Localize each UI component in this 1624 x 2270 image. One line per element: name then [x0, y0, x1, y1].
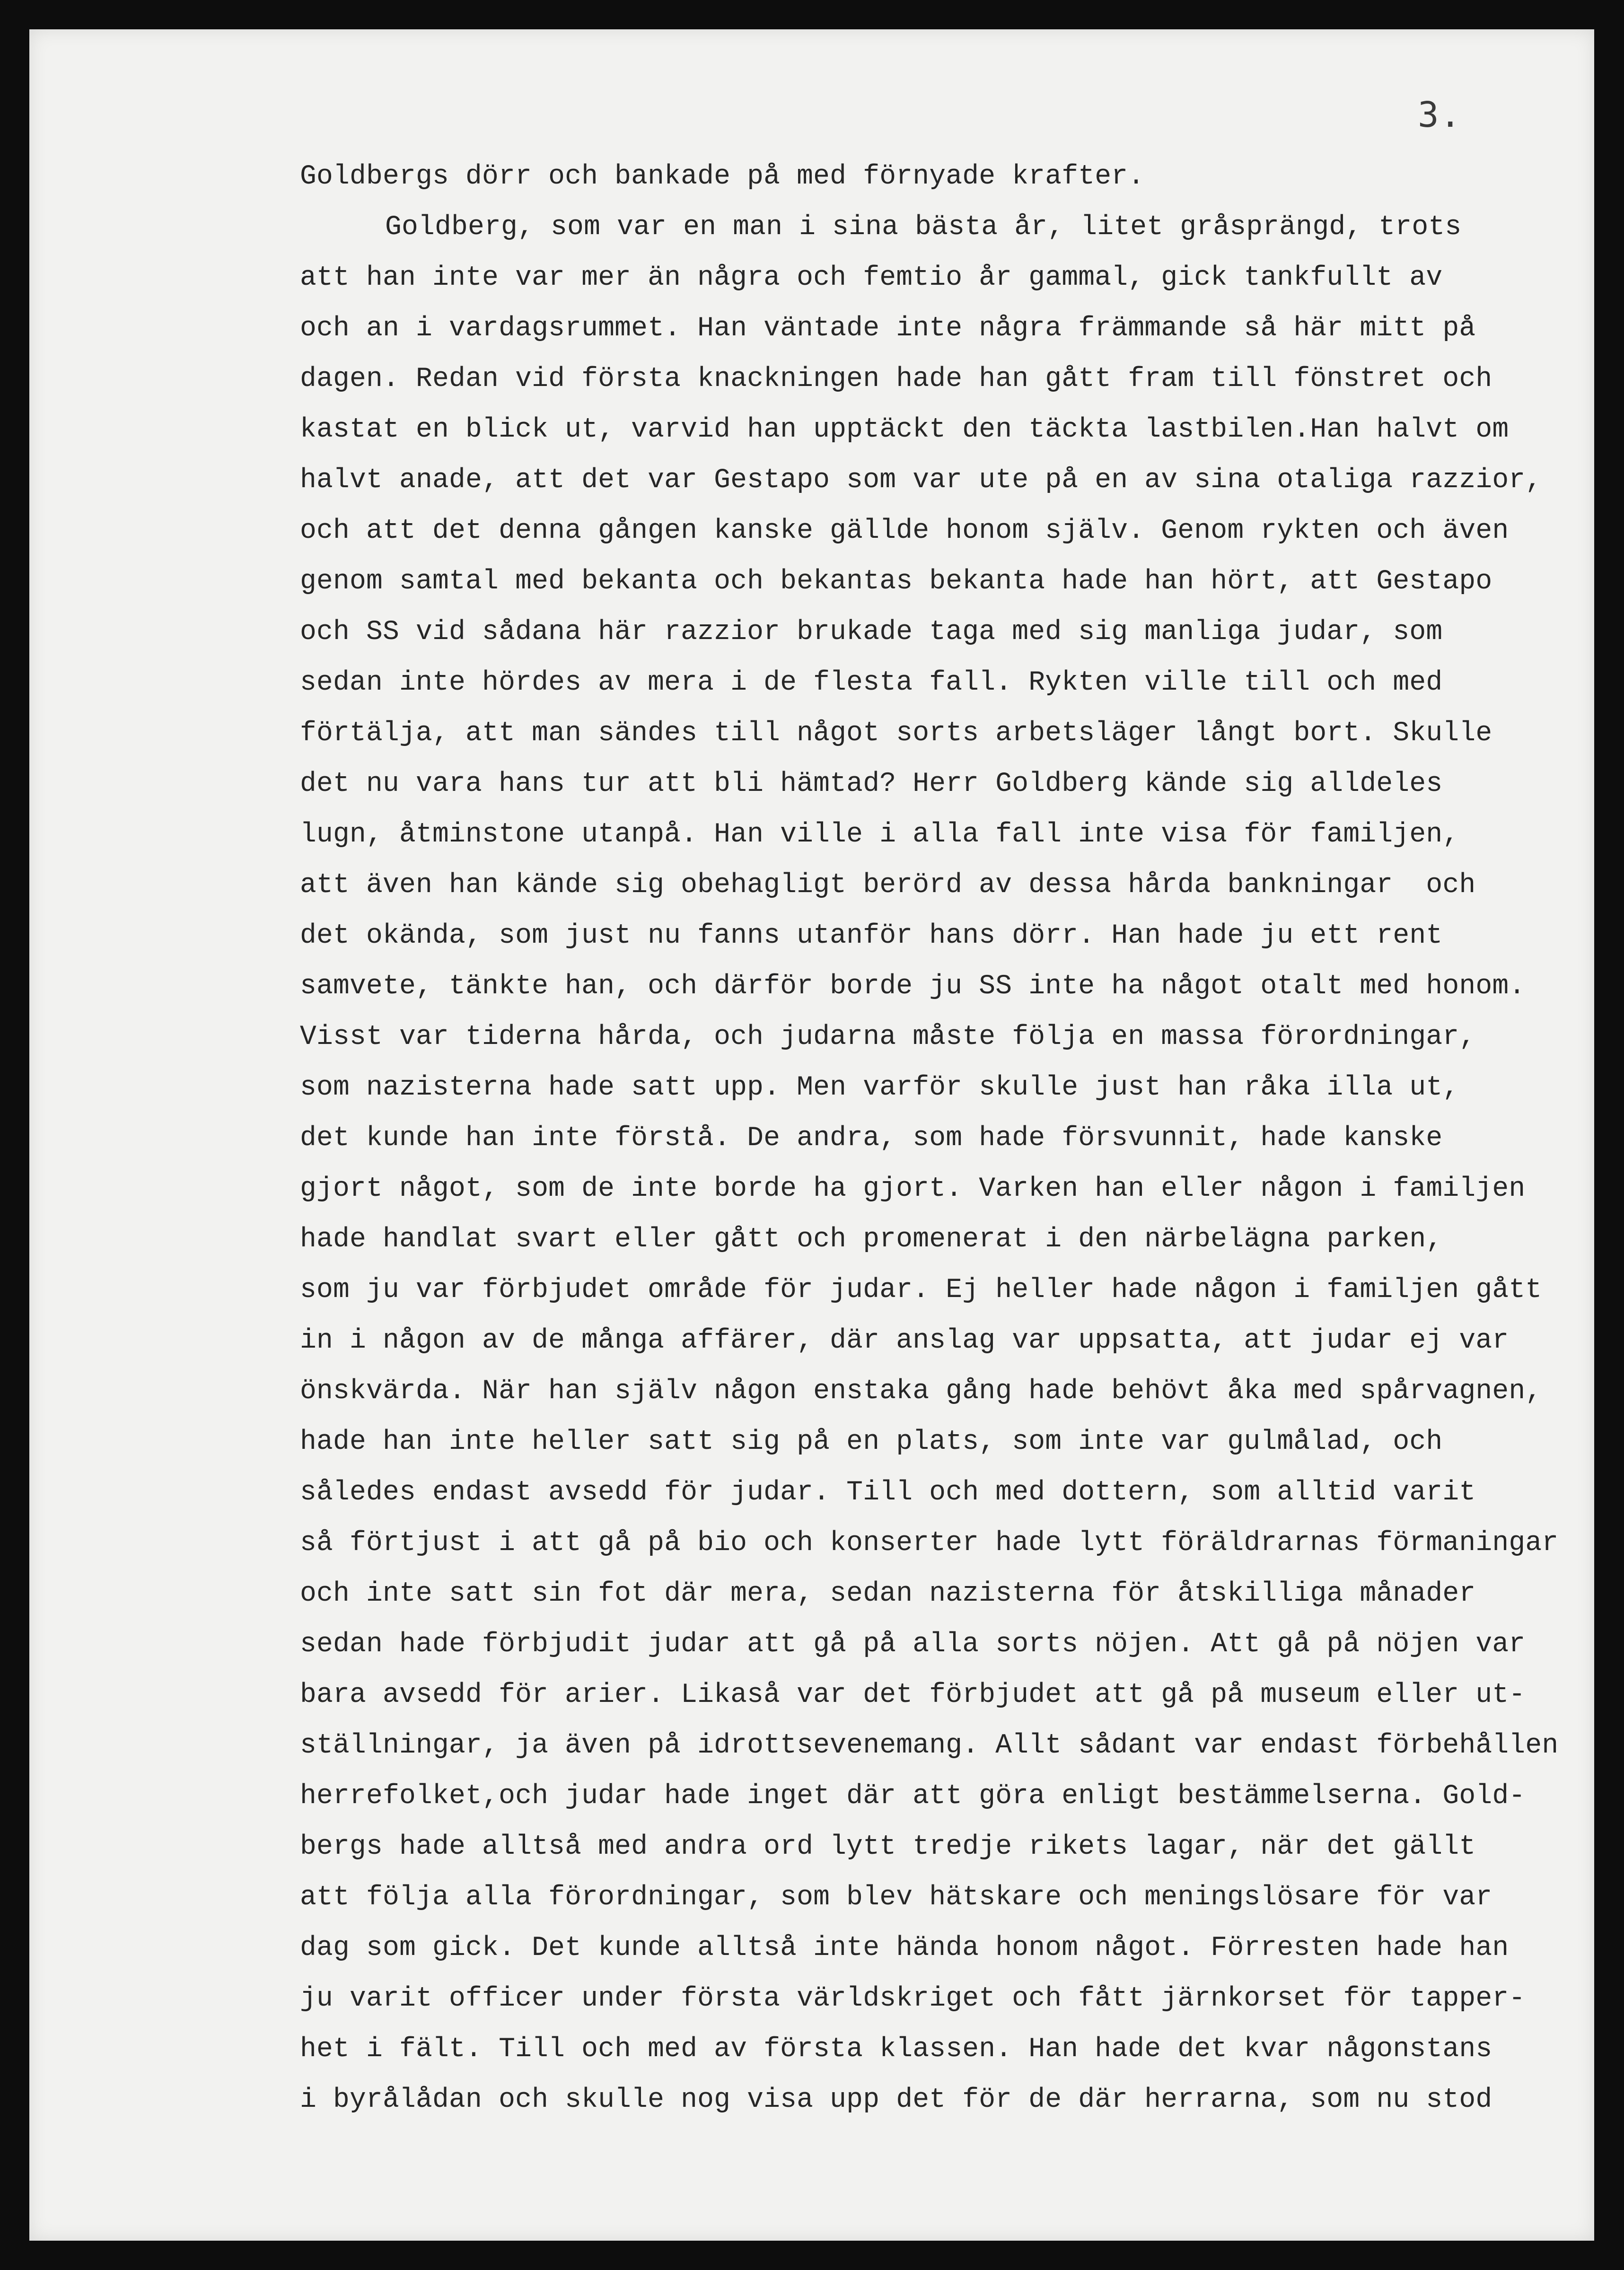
text-line: och att det denna gången kanske gällde honom själv. Genom rykten och även — [300, 516, 1509, 546]
text-line: att följa alla förordningar, som blev hätskare och meningslösare för var — [300, 1882, 1492, 1913]
text-line: således endast avsedd för judar. Till och med dottern, som alltid varit — [300, 1477, 1476, 1508]
text-line: dag som gick. Det kunde alltså inte hända honom något. Förresten hade han — [300, 1933, 1509, 1963]
text-line: genom samtal med bekanta och bekantas bekanta hade han hört, att Gestapo — [300, 566, 1492, 597]
text-line: så förtjust i att gå på bio och konserter hade lytt föräldrarnas förmaningar — [300, 1528, 1559, 1559]
text-line: som ju var förbjudet område för judar. Ej heller hade någon i familjen gått — [300, 1275, 1542, 1306]
text-line: bara avsedd för arier. Likaså var det förbjudet att gå på museum eller ut- — [300, 1680, 1526, 1710]
text-line: i byrålådan och skulle nog visa upp det för de där herrarna, som nu stod — [300, 2085, 1492, 2115]
text-line: och an i vardagsrummet. Han väntade inte några främmande så här mitt på — [300, 313, 1476, 344]
typed-text-body — [300, 151, 1587, 2125]
page-number: 3. — [1418, 95, 1462, 135]
text-line: Goldbergs dörr och bankade på med förnyade krafter. — [300, 161, 1145, 192]
text-line: bergs hade alltså med andra ord lytt tredje rikets lagar, när det gällt — [300, 1832, 1476, 1862]
text-line: het i fält. Till och med av första klassen. Han hade det kvar någonstans — [300, 2034, 1492, 2065]
text-line: lugn, åtminstone utanpå. Han ville i alla fall inte visa för familjen, — [300, 819, 1459, 850]
text-line: som nazisterna hade satt upp. Men varför skulle just han råka illa ut, — [300, 1072, 1459, 1103]
text-line: förtälja, att man sändes till något sorts arbetsläger långt bort. Skulle — [300, 718, 1492, 749]
text-line: gjort något, som de inte borde ha gjort. Varken han eller någon i familjen — [300, 1174, 1526, 1204]
text-line: ställningar, ja även på idrottsevenemang. Allt sådant var endast förbehållen — [300, 1730, 1559, 1761]
text-line: herrefolket,och judar hade inget där att göra enligt bestämmelserna. Gold- — [300, 1781, 1526, 1812]
text-line: att han inte var mer än några och femtio år gammal, gick tankfullt av — [300, 263, 1443, 293]
text-line: att även han kände sig obehagligt berörd av dessa hårda bankningar och — [300, 870, 1476, 901]
text-line: sedan inte hördes av mera i de flesta fall. Rykten ville till och med — [300, 667, 1443, 698]
text-line: Goldberg, som var en man i sina bästa år, litet gråsprängd, trots — [385, 212, 1462, 243]
text-line: det kunde han inte förstå. De andra, som hade försvunnit, hade kanske — [300, 1123, 1443, 1154]
text-line: halvt anade, att det var Gestapo som var ute på en av sina otaliga razzior, — [300, 465, 1542, 496]
text-line: Visst var tiderna hårda, och judarna måste följa en massa förordningar, — [300, 1022, 1476, 1052]
text-line: samvete, tänkte han, och därför borde ju SS inte ha något otalt med honom. — [300, 971, 1526, 1002]
text-line: önskvärda. När han själv någon enstaka gång hade behövt åka med spårvagnen, — [300, 1376, 1542, 1407]
text-line: kastat en blick ut, varvid han upptäckt den täckta lastbilen.Han halvt om — [300, 414, 1509, 445]
text-line: dagen. Redan vid första knackningen hade han gått fram till fönstret och — [300, 364, 1492, 394]
text-line: det okända, som just nu fanns utanför hans dörr. Han hade ju ett rent — [300, 920, 1443, 951]
document-page — [29, 29, 1594, 2241]
text-line: och inte satt sin fot där mera, sedan nazisterna för åtskilliga månader — [300, 1578, 1476, 1609]
text-line: hade han inte heller satt sig på en plats, som inte var gulmålad, och — [300, 1427, 1443, 1457]
text-line: in i någon av de många affärer, där anslag var uppsatta, att judar ej var — [300, 1325, 1509, 1356]
text-line: sedan hade förbjudit judar att gå på alla sorts nöjen. Att gå på nöjen var — [300, 1629, 1526, 1660]
text-line: ju varit officer under första världskriget och fått järnkorset för tapper- — [300, 1983, 1526, 2014]
text-line: det nu vara hans tur att bli hämtad? Herr Goldberg kände sig alldeles — [300, 769, 1443, 799]
text-line: och SS vid sådana här razzior brukade taga med sig manliga judar, som — [300, 617, 1443, 648]
text-line: hade handlat svart eller gått och promenerat i den närbelägna parken, — [300, 1224, 1443, 1255]
